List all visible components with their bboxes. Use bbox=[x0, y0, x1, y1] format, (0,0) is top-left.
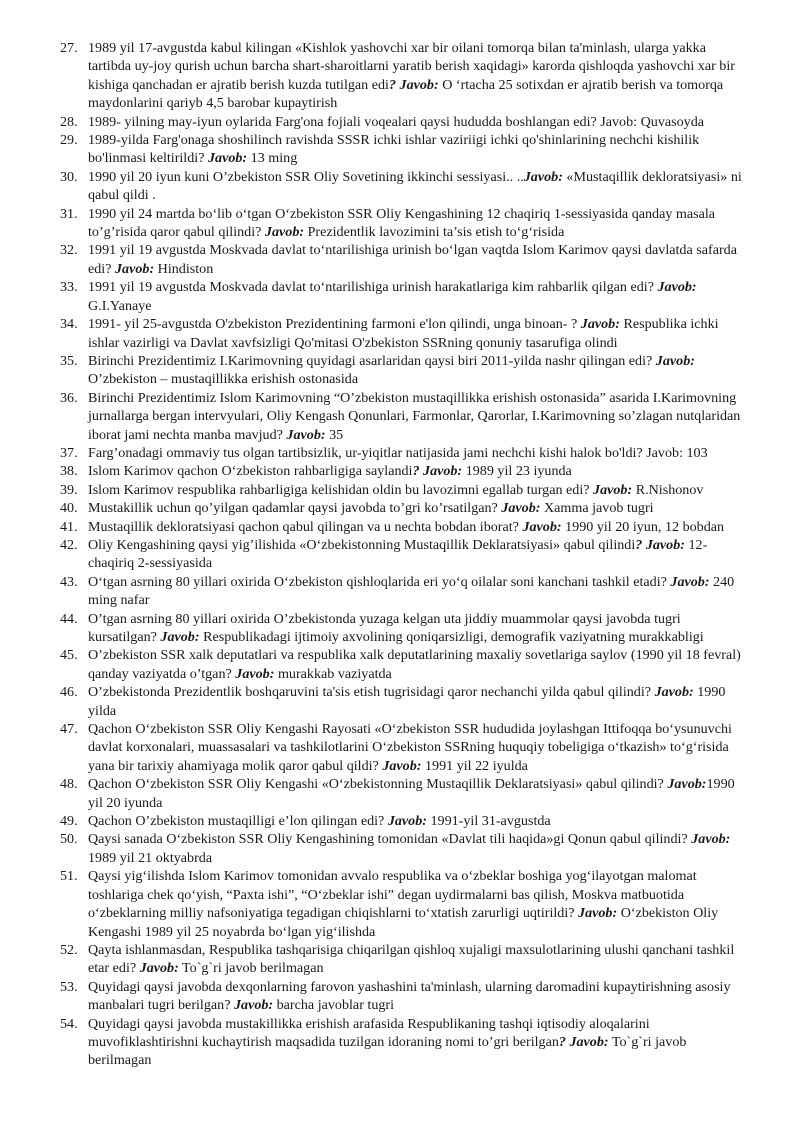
question-item bbox=[0, 39, 800, 113]
question-text: 1991 yil 19 avgustda Moskvada davlat to‘ntarilishiga urinish bo‘lgan vaqtda Islom Karimov qaysi davlatda safarda edi? bbox=[88, 242, 737, 277]
question-item bbox=[0, 168, 800, 205]
question-item bbox=[0, 113, 800, 131]
question-item bbox=[0, 683, 800, 720]
question-number: 53. bbox=[60, 978, 78, 995]
question-number: 30. bbox=[60, 168, 78, 185]
answer-label: Javob: bbox=[654, 684, 694, 701]
question-number: 40. bbox=[60, 500, 78, 517]
question-text: Birinchi Prezidentimiz Islom Karimovning “O’zbekiston mustaqillikka erishish ostonasida” asarida I.Karimovning jurnallarga bergan intervyulari, Oliy Kengash Qonunlari, Farmonlar, Qarorlar, I.Karimovning so’zlagan nutqlaridan iborat jami nechta manba mavjud? bbox=[88, 389, 741, 443]
question-item bbox=[0, 812, 800, 830]
answer-label: Javob: bbox=[160, 629, 200, 645]
answer-label: Javob: bbox=[387, 813, 427, 830]
question-text: 1989-yilda Farg'onaga shoshilinch ravishda SSSR ichki ishlar vaziriigi ichki qo'shinlarining nechchi kishilik bo'linmasi keltirildi? bbox=[88, 132, 700, 167]
answer-text: G.I.Yanaye bbox=[88, 297, 152, 314]
question-number: 41. bbox=[60, 518, 78, 535]
answer-text: 12-chaqiriq 2-sessiyasida bbox=[88, 536, 708, 572]
answer-text: Hindiston bbox=[154, 260, 214, 277]
question-item bbox=[0, 278, 800, 315]
question-text: O‘tgan asrning 80 yillari oxirida O‘zbekiston qishloqlarida eri yo‘q oilalar soni kanchani tashkil etadi? bbox=[88, 573, 671, 590]
question-number: 54. bbox=[60, 1015, 78, 1032]
answer-label: ? Javob: bbox=[412, 463, 463, 480]
answer-label: Javob: bbox=[286, 426, 326, 443]
question-text: 1991- yil 25-avgustda O'zbekiston Prezidentining farmoni e'lon qilindi, unga binoan- ? bbox=[88, 316, 581, 333]
question-item bbox=[0, 646, 800, 683]
answer-text: 13 ming bbox=[247, 150, 298, 167]
question-number: 27. bbox=[60, 40, 78, 56]
question-item bbox=[0, 499, 800, 517]
answer-text: barcha javoblar tugri bbox=[273, 997, 395, 1014]
answer-label: ? Javob: bbox=[635, 536, 685, 553]
question-number: 39. bbox=[60, 481, 78, 498]
question-text: Mustaqillik dekloratsiyasi qachon qabul qilingan va u nechta bobdan iborat? bbox=[88, 518, 523, 535]
question-item bbox=[0, 389, 800, 444]
question-number: 36. bbox=[60, 389, 78, 406]
question-number: 29. bbox=[60, 132, 78, 149]
question-item bbox=[0, 720, 800, 775]
question-text: 1990 yil 20 iyun kuni O’zbekiston SSR Oliy Sovetining ikkinchi sessiyasi.. .. bbox=[88, 168, 524, 185]
question-text: Quyidagi qaysi javobda mustakillikka erishish arafasida Respublikaning tashqi iqtisodiy aloqalarini muvofiklashtirishni kuchaytirish maqsadida tuzilgan idoraning nomi to’gri berilgan bbox=[88, 1015, 650, 1050]
answer-label: Javob: bbox=[139, 960, 179, 977]
question-text: Qachon O‘zbekiston SSR Oliy Kengashi Rayosati «O‘zbekiston SSR hududida joylashgan Ittifoqqa bo‘ysunuvchi davlat korxonalari, muassasalari va tashkilotlarini O‘zbekiston SSRning huquqiy tobeligiga o‘tkazish» to‘g‘risida yana bir tarixiy ahamiyaga molik qaror qabul qildi? bbox=[88, 721, 732, 774]
question-text: Qachon O’zbekiston mustaqilligi e’lon qilingan edi? bbox=[88, 813, 388, 830]
question-number: 51. bbox=[60, 868, 78, 885]
answer-label: Javob: bbox=[233, 997, 274, 1014]
question-number: 47. bbox=[60, 721, 78, 738]
answer-label: Javob: bbox=[667, 776, 707, 793]
answer-label: Javob: bbox=[578, 905, 618, 922]
answer-text: O’zbekiston – mustaqillikka erishish ostonasida bbox=[88, 371, 359, 388]
answer-label: Javob: bbox=[264, 224, 305, 241]
answer-label: Javob: bbox=[523, 168, 563, 185]
answer-text: Respublikadagi ijtimoiy axvolining qoniqarsizligi, demografik vaziyatning murakkabligi bbox=[199, 629, 704, 645]
answer-label: Javob: bbox=[501, 500, 541, 517]
question-item bbox=[0, 131, 800, 168]
question-list bbox=[0, 39, 800, 1070]
answer-label: Javob: bbox=[593, 481, 633, 498]
answer-label: Javob: bbox=[522, 518, 562, 535]
answer-text: 35 bbox=[325, 426, 344, 443]
answer-label: Javob: bbox=[115, 260, 155, 277]
question-number: 35. bbox=[60, 352, 78, 369]
question-number: 28. bbox=[60, 113, 78, 130]
question-number: 49. bbox=[60, 813, 78, 830]
answer-text: 1989 yil 23 iyunda bbox=[462, 463, 572, 480]
question-number: 45. bbox=[60, 647, 78, 664]
answer-text: 1991-yil 31-avgustda bbox=[426, 813, 551, 830]
question-text: Islom Karimov qachon O‘zbekiston rahbarligiga saylandi bbox=[88, 463, 413, 480]
answer-text: R.Nishonov bbox=[632, 481, 704, 498]
question-item bbox=[0, 775, 800, 812]
answer-label: Javob: bbox=[691, 831, 731, 848]
question-number: 32. bbox=[60, 242, 78, 259]
question-text: 1991 yil 19 avgustda Moskvada davlat to‘ntarilishiga urinish harakatlariga kim rahbarlik qilgan edi? bbox=[88, 279, 658, 296]
question-number: 46. bbox=[60, 684, 78, 701]
answer-text: 1990 yil 20 iyun, 12 bobdan bbox=[561, 518, 725, 535]
question-item bbox=[0, 481, 800, 499]
question-item bbox=[0, 352, 800, 389]
answer-label: Javob: bbox=[670, 573, 710, 590]
question-item bbox=[0, 941, 800, 978]
question-text: 1989 yil 17-avgustda kabul kilingan «Kishlok yashovchi xar bir oilani tomorqa bilan ta'minlash, ularga yakka tartibda uy-joy qurish uchun barcha shart-sharoitlarni yaratib berish xaqidagi» karorda qishloqda yashovchi xar bir kishiga qanchadan er ajratib berish kuzda tutilgan edi bbox=[88, 40, 735, 93]
question-text: Birinchi Prezidentimiz I.Karimovning quyidagi asarlaridan qaysi biri 2011-yilda nashr qilingan edi? bbox=[88, 352, 656, 369]
question-item bbox=[0, 536, 800, 573]
question-item bbox=[0, 205, 800, 242]
answer-text: Respublika ichki ishlar vazirligi va Davlat xavfsizligi Qo'mitasi O'zbekiston SSRning qonuniy tasarufiga olindi bbox=[88, 316, 719, 351]
question-item bbox=[0, 444, 800, 462]
question-item bbox=[0, 573, 800, 610]
question-number: 44. bbox=[60, 610, 78, 627]
question-text: O’tgan asrning 80 yillari oxirida O’zbekistonda yuzaga kelgan uta jiddiy muammolar qaysi javobda tugri kursatilgan? bbox=[88, 610, 681, 645]
answer-text: Xamma javob tugri bbox=[540, 500, 654, 517]
answer-label: Javob: bbox=[235, 665, 275, 682]
question-item bbox=[0, 518, 800, 536]
answer-text: murakkab vaziyatda bbox=[274, 665, 392, 682]
question-item bbox=[0, 867, 800, 941]
answer-text: «Mustaqillik dekloratsiyasi» ni qabul qildi . bbox=[88, 168, 742, 204]
answer-label: Javob: bbox=[580, 316, 620, 333]
question-text: Oliy Kengashining qaysi yig’ilishida «O‘zbekistonning Mustaqillik Deklaratsiyasi» qabul qilindi bbox=[88, 536, 636, 553]
answer-text: 1991 yil 22 iyulda bbox=[421, 757, 528, 774]
question-text: Mustakillik uchun qo’yilgan qadamlar qaysi javobda to’gri ko’rsatilgan? bbox=[88, 500, 502, 517]
question-text: Quyidagi qaysi javobda dexqonlarning farovon yashashini ta'minlash, ularning daromadini kupaytirishning asosiy manbalari tugri berilgan? bbox=[88, 978, 731, 1014]
question-number: 43. bbox=[60, 573, 78, 590]
answer-label: Javob: bbox=[382, 757, 422, 774]
question-item bbox=[0, 978, 800, 1015]
question-text: O’zbekistonda Prezidentlik boshqaruvini ta'sis etish tugrisidagi qaror nechanchi yilda qabul qilindi? bbox=[88, 684, 655, 701]
answer-text: 1990 yil 20 iyunda bbox=[88, 776, 735, 811]
question-text: Qayta ishlanmasdan, Respublika tashqarisiga chiqarilgan qishloq xujaligi maxsulotlarining ulushi qanchani tashkil etar edi? bbox=[88, 941, 735, 977]
question-item bbox=[0, 241, 800, 278]
question-number: 52. bbox=[60, 941, 78, 958]
question-item bbox=[0, 1015, 800, 1070]
question-number: 42. bbox=[60, 536, 78, 553]
answer-label: Javob: bbox=[657, 279, 697, 296]
question-item bbox=[0, 462, 800, 480]
question-item bbox=[0, 610, 800, 647]
question-number: 34. bbox=[60, 316, 78, 333]
answer-text: O‘zbekiston Oliy Kengashi 1989 yil 25 noyabrda bo‘lgan yig‘ilishda bbox=[88, 905, 719, 940]
answer-label: Javob: bbox=[207, 150, 248, 167]
answer-text: 1990 yilda bbox=[88, 684, 726, 719]
question-text: O’zbekiston SSR xalk deputatlari va respublika xalk deputatlarining maxaliy sovetlariga saylov (1990 yil 18 fevral) qanday vaziyatda o’tgan? bbox=[88, 647, 741, 682]
question-text: Farg’onadagi ommaviy tus olgan tartibsizlik, ur-yiqitlar natijasida jami nechchi kishi halok bo'ldi? Javob: 103 bbox=[88, 444, 708, 461]
question-item bbox=[0, 315, 800, 352]
question-text: Qaysi yig‘ilishda Islom Karimov tomonidan avvalo respublika va o‘zbeklar boshiga yog‘ilayotgan malomat toshlariga chek qo‘yish, “Paxta ishi”, “O‘zbeklar ishi” degan uydirmalarni bas qilish, Moskva matbuotida o‘zbeklarning milliy nafsoniyatiga tegadigan chiqishlarni to‘xtatish zarurligi uqtirildi? bbox=[88, 868, 697, 922]
question-number: 38. bbox=[60, 463, 78, 480]
answer-label: ? Javob: bbox=[388, 76, 439, 93]
question-number: 31. bbox=[60, 205, 78, 222]
question-text: 1990 yil 24 martda bo‘lib o‘tgan O‘zbekiston SSR Oliy Kengashining 12 chaqiriq 1-sessiyasida qanday masala to’g’risida qaror qabul qilindi? bbox=[88, 205, 716, 241]
question-text: Islom Karimov respublika rahbarligiga kelishidan oldin bu lavozimni egallab turgan edi? bbox=[88, 481, 594, 498]
question-item bbox=[0, 830, 800, 867]
question-text: 1989- yilning may-iyun oylarida Farg'ona fojiali voqealari qaysi hududda boshlangan edi? Javob: Quvasoyda bbox=[88, 113, 705, 130]
answer-text: To`g`ri javob berilmagan bbox=[88, 1033, 687, 1069]
answer-text: O ‘rtacha 25 sotixdan er ajratib berish va tomorqa maydonlarini qariyb 4,5 barobar kupaytirish bbox=[88, 76, 724, 112]
answer-text: 1989 yil 21 oktyabrda bbox=[88, 849, 213, 866]
answer-text: Prezidentlik lavozimini ta’sis etish to‘g‘risida bbox=[304, 224, 565, 241]
question-number: 50. bbox=[60, 831, 78, 848]
question-number: 33. bbox=[60, 279, 78, 296]
question-number: 48. bbox=[60, 776, 78, 793]
answer-label: Javob: bbox=[655, 352, 695, 369]
question-number: 37. bbox=[60, 444, 78, 461]
answer-text: To`g`ri javob berilmagan bbox=[178, 960, 324, 977]
question-text: Qachon O‘zbekiston SSR Oliy Kengashi «O‘zbekistonning Mustaqillik Deklaratsiyasi» qabul qilindi? bbox=[88, 776, 668, 793]
question-text: Qaysi sanada O‘zbekiston SSR Oliy Kengashining tomonidan «Davlat tili haqida»gi Qonun qabul qilindi? bbox=[88, 831, 692, 848]
answer-text: 240 ming nafar bbox=[88, 573, 735, 609]
answer-label: ? Javob: bbox=[558, 1033, 609, 1050]
